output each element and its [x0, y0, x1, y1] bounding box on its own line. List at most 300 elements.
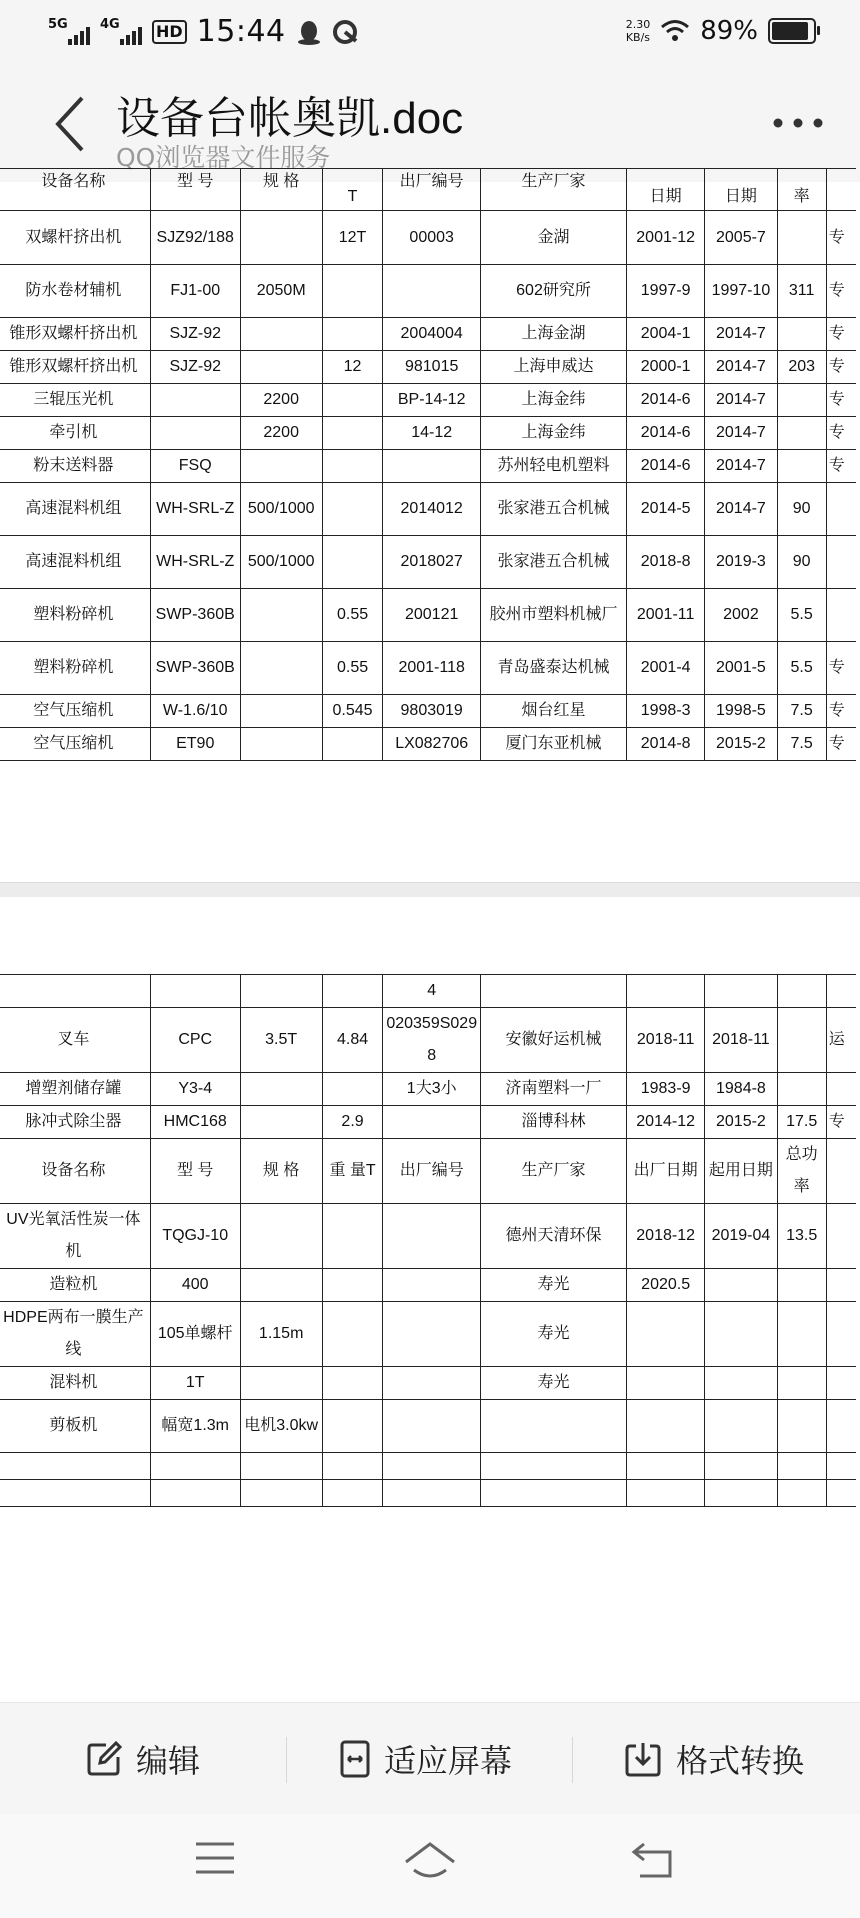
table-cell — [240, 211, 322, 265]
table-cell — [826, 1480, 856, 1507]
table-cell: 叉车 — [0, 1008, 150, 1073]
table-cell — [322, 384, 383, 417]
table-row — [0, 695, 856, 728]
table-cell: 德州天清环保 — [481, 1204, 627, 1269]
table-cell — [322, 1400, 383, 1453]
table-cell: SWP-360B — [150, 589, 240, 642]
table-cell: 12 — [322, 351, 383, 384]
battery-fill — [772, 22, 808, 40]
table-cell: 2014-7 — [705, 318, 777, 351]
table-cell: 粉末送料器 — [0, 450, 150, 483]
qq-penguin-icon — [296, 19, 322, 45]
table-cell — [826, 1400, 856, 1453]
table-cell: FSQ — [150, 450, 240, 483]
table-cell — [481, 1480, 627, 1507]
table-cell: 空气压缩机 — [0, 728, 150, 761]
table-cell: 出厂编号 — [383, 1139, 481, 1204]
table-cell — [383, 1204, 481, 1269]
table-cell — [322, 728, 383, 761]
equipment-table-page1 — [0, 168, 856, 761]
table-cell: 13.5 — [777, 1204, 826, 1269]
table-row — [0, 1106, 856, 1139]
table-cell: 2004004 — [383, 318, 481, 351]
table-cell — [150, 1453, 240, 1480]
table-header-cell: T — [322, 169, 383, 211]
table-cell: 2020.5 — [627, 1269, 705, 1302]
table-cell: 专 — [826, 351, 856, 384]
table-cell: 2001-5 — [705, 642, 777, 695]
table-cell: 造粒机 — [0, 1269, 150, 1302]
table-row — [0, 211, 856, 265]
return-icon[interactable] — [630, 1840, 676, 1880]
table-cell: ET90 — [150, 728, 240, 761]
table-cell — [322, 318, 383, 351]
table-cell: 1T — [150, 1367, 240, 1400]
table-row — [0, 589, 856, 642]
document-subtitle: QQ浏览器文件服务 — [116, 143, 331, 172]
table-cell — [777, 1480, 826, 1507]
table-cell: 200121 — [383, 589, 481, 642]
table-cell — [705, 1367, 777, 1400]
table-cell: 高速混料机组 — [0, 536, 150, 589]
table-cell: 1大3小 — [383, 1073, 481, 1106]
table-cell: 2018-12 — [627, 1204, 705, 1269]
table-cell — [240, 1269, 322, 1302]
table-cell: Y3-4 — [150, 1073, 240, 1106]
table-row — [0, 450, 856, 483]
table-cell — [777, 975, 826, 1008]
wifi-icon — [660, 19, 690, 43]
table-cell: 90 — [777, 483, 826, 536]
table-cell: 专 — [826, 642, 856, 695]
table-row — [0, 536, 856, 589]
table-cell: 寿光 — [481, 1367, 627, 1400]
table-cell: 1.15m — [240, 1302, 322, 1367]
toolbar-divider — [286, 1737, 287, 1783]
table-cell — [240, 1367, 322, 1400]
table-row — [0, 1302, 856, 1367]
table-cell: 2.9 — [322, 1106, 383, 1139]
table-header-cell: 日期 — [627, 169, 705, 211]
table-cell: 2001-4 — [627, 642, 705, 695]
table-cell: 胶州市塑料机械厂 — [480, 589, 626, 642]
hd-voice-badge: HD — [152, 20, 187, 44]
table-cell: 2014-7 — [705, 384, 777, 417]
table-header-cell: 设备名称 — [0, 169, 150, 211]
table-cell: 5.5 — [777, 589, 826, 642]
table-cell: 0.55 — [322, 642, 383, 695]
table-cell — [150, 384, 240, 417]
table-cell — [240, 1073, 322, 1106]
table-cell — [322, 265, 383, 318]
table-row — [0, 384, 856, 417]
table-cell: 5.5 — [777, 642, 826, 695]
table-cell: 4.84 — [322, 1008, 383, 1073]
table-cell: CPC — [150, 1008, 240, 1073]
table-cell — [240, 975, 322, 1008]
table-cell: 1997-9 — [627, 265, 705, 318]
document-title: 设备台帐奥凯.doc — [116, 94, 464, 143]
table-cell — [627, 1400, 705, 1453]
table-row — [0, 728, 856, 761]
table-cell: 剪板机 — [0, 1400, 150, 1453]
table-header-cell: 日期 — [705, 169, 777, 211]
table-cell: 7.5 — [777, 728, 826, 761]
battery-icon — [768, 18, 816, 44]
table-cell: 空气压缩机 — [0, 695, 150, 728]
table-cell — [322, 1367, 383, 1400]
table-cell: 运 — [826, 1008, 856, 1073]
table-cell — [826, 1204, 856, 1269]
signal-5g-icon: 5G — [48, 19, 90, 45]
clock: 15:44 — [196, 14, 286, 49]
table-cell: HDPE两布一膜生产线 — [0, 1302, 150, 1367]
table-cell: 1997-10 — [705, 265, 777, 318]
table-header-cell: 规 格 — [240, 169, 322, 211]
table-cell: 1998-5 — [705, 695, 777, 728]
table-cell: 12T — [322, 211, 383, 265]
table-cell — [826, 975, 856, 1008]
table-cell: 厦门东亚机械 — [480, 728, 626, 761]
table-cell — [777, 211, 826, 265]
table-cell: 2002 — [705, 589, 777, 642]
home-icon[interactable] — [402, 1840, 458, 1882]
table-cell — [322, 1453, 383, 1480]
table-cell — [383, 265, 481, 318]
table-cell: 牵引机 — [0, 417, 150, 450]
table-row — [0, 1139, 856, 1204]
table-cell — [240, 318, 322, 351]
table-cell — [705, 1480, 777, 1507]
table-cell: 2018027 — [383, 536, 481, 589]
table-cell — [826, 483, 856, 536]
table-cell: 2050M — [240, 265, 322, 318]
table-cell: 烟台红星 — [480, 695, 626, 728]
table-cell: 设备名称 — [0, 1139, 150, 1204]
table-cell: BP-14-12 — [383, 384, 481, 417]
edit-button[interactable] — [86, 1703, 200, 1815]
more-dots-icon[interactable] — [772, 116, 824, 130]
table-cell: 500/1000 — [240, 483, 322, 536]
table-cell: SJZ-92 — [150, 351, 240, 384]
table-cell: 14-12 — [383, 417, 481, 450]
table-cell: 2005-7 — [705, 211, 777, 265]
table-cell — [777, 1453, 826, 1480]
table-row — [0, 1367, 856, 1400]
table-cell: 三辊压光机 — [0, 384, 150, 417]
bottom-toolbar — [0, 1702, 860, 1815]
status-bar — [0, 0, 860, 66]
table-cell — [777, 1269, 826, 1302]
table-cell — [0, 975, 150, 1008]
table-row — [0, 1073, 856, 1106]
table-cell: 602研究所 — [480, 265, 626, 318]
table-cell — [383, 1106, 481, 1139]
table-cell — [322, 1302, 383, 1367]
table-cell — [240, 1204, 322, 1269]
table-row — [0, 1480, 856, 1507]
table-cell — [481, 975, 627, 1008]
table-cell — [383, 1453, 481, 1480]
table-cell: 上海金纬 — [480, 417, 626, 450]
table-cell — [777, 1400, 826, 1453]
table-cell — [150, 975, 240, 1008]
table-cell: UV光氧活性炭一体机 — [0, 1204, 150, 1269]
table-cell: 寿光 — [481, 1302, 627, 1367]
table-cell: 型 号 — [150, 1139, 240, 1204]
table-cell: 寿光 — [481, 1269, 627, 1302]
table-cell: 安徽好运机械 — [481, 1008, 627, 1073]
table-cell — [0, 1480, 150, 1507]
table-cell: 2019-04 — [705, 1204, 777, 1269]
table-cell — [150, 417, 240, 450]
table-cell: 2001-11 — [627, 589, 705, 642]
table-cell: LX082706 — [383, 728, 481, 761]
table-cell — [627, 1480, 705, 1507]
table-cell — [826, 1269, 856, 1302]
table-cell: 203 — [777, 351, 826, 384]
document-view[interactable] — [0, 173, 860, 1702]
table-cell: 2014-7 — [705, 417, 777, 450]
table-cell: 2014-6 — [627, 417, 705, 450]
table-cell: TQGJ-10 — [150, 1204, 240, 1269]
table-cell — [826, 1073, 856, 1106]
table-cell: 2014-12 — [627, 1106, 705, 1139]
table-cell: 规 格 — [240, 1139, 322, 1204]
table-cell — [240, 1480, 322, 1507]
network-speed: 2.30 KB/s — [625, 18, 651, 44]
table-cell — [826, 536, 856, 589]
table-cell: 塑料粉碎机 — [0, 642, 150, 695]
table-header-cell: 生产厂家 — [480, 169, 626, 211]
table-cell — [826, 1139, 856, 1204]
table-cell: 专 — [826, 417, 856, 450]
table-cell: 电机3.0kw — [240, 1400, 322, 1453]
table-cell — [627, 1367, 705, 1400]
table-cell — [240, 1453, 322, 1480]
table-cell: W-1.6/10 — [150, 695, 240, 728]
table-cell: 2014-7 — [705, 450, 777, 483]
table-cell: 2019-3 — [705, 536, 777, 589]
table-cell: 防水卷材辅机 — [0, 265, 150, 318]
table-cell: SJZ-92 — [150, 318, 240, 351]
table-cell: 专 — [826, 211, 856, 265]
table-cell — [826, 1367, 856, 1400]
table-cell: 7.5 — [777, 695, 826, 728]
table-cell — [777, 1302, 826, 1367]
table-row — [0, 1453, 856, 1480]
table-cell: 专 — [826, 695, 856, 728]
table-header-cell: 型 号 — [150, 169, 240, 211]
table-cell — [777, 1008, 826, 1073]
format-convert-button[interactable] — [624, 1703, 804, 1815]
title-bar — [0, 66, 860, 182]
table-cell — [322, 1204, 383, 1269]
table-cell: 17.5 — [777, 1106, 826, 1139]
status-left — [48, 14, 358, 49]
table-cell — [240, 351, 322, 384]
table-cell: HMC168 — [150, 1106, 240, 1139]
table-cell: 105单螺杆 — [150, 1302, 240, 1367]
table-cell — [240, 728, 322, 761]
table-cell — [240, 695, 322, 728]
table-cell: 3.5T — [240, 1008, 322, 1073]
table-cell — [481, 1453, 627, 1480]
table-cell: 0.545 — [322, 695, 383, 728]
fit-screen-icon — [340, 1740, 370, 1778]
table-cell: 2014-6 — [627, 450, 705, 483]
table-cell — [383, 1480, 481, 1507]
equipment-table-page2 — [0, 974, 856, 1507]
table-cell: 脉冲式除尘器 — [0, 1106, 150, 1139]
table-cell: SWP-360B — [150, 642, 240, 695]
table-cell — [322, 1480, 383, 1507]
table-cell: 1984-8 — [705, 1073, 777, 1106]
table-cell: 2018-11 — [705, 1008, 777, 1073]
table-cell — [240, 1106, 322, 1139]
table-cell: 混料机 — [0, 1367, 150, 1400]
table-cell — [322, 536, 383, 589]
table-cell: 2014012 — [383, 483, 481, 536]
table-cell: 重 量T — [322, 1139, 383, 1204]
table-cell: 上海金纬 — [480, 384, 626, 417]
table-cell: 锥形双螺杆挤出机 — [0, 351, 150, 384]
table-cell: 上海申威达 — [480, 351, 626, 384]
table-cell: 专 — [826, 384, 856, 417]
table-cell: 专 — [826, 728, 856, 761]
system-nav-bar — [0, 1814, 860, 1918]
table-cell: 幅宽1.3m — [150, 1400, 240, 1453]
table-cell — [826, 1302, 856, 1367]
table-cell: 专 — [826, 265, 856, 318]
table-cell: 济南塑料一厂 — [481, 1073, 627, 1106]
table-row — [0, 483, 856, 536]
table-cell — [627, 1302, 705, 1367]
table-cell — [826, 1453, 856, 1480]
table-cell: 2200 — [240, 384, 322, 417]
table-cell — [481, 1400, 627, 1453]
table-cell — [150, 1480, 240, 1507]
qq-browser-icon — [332, 19, 358, 45]
table-cell — [383, 1269, 481, 1302]
table-cell: 2004-1 — [627, 318, 705, 351]
table-cell — [777, 450, 826, 483]
table-cell — [0, 1453, 150, 1480]
table-cell: 4 — [383, 975, 481, 1008]
table-cell — [705, 975, 777, 1008]
table-row — [0, 1204, 856, 1269]
menu-icon[interactable] — [194, 1840, 236, 1876]
table-cell: 出厂日期 — [627, 1139, 705, 1204]
table-cell: 塑料粉碎机 — [0, 589, 150, 642]
table-cell — [240, 450, 322, 483]
table-cell: 2001-12 — [627, 211, 705, 265]
signal-4g-icon: 4G — [100, 19, 142, 45]
format-convert-label: 格式转换 — [676, 1742, 805, 1780]
table-cell: 生产厂家 — [481, 1139, 627, 1204]
table-cell: 2200 — [240, 417, 322, 450]
table-row — [0, 975, 856, 1008]
table-cell: 上海金湖 — [480, 318, 626, 351]
table-row — [0, 1269, 856, 1302]
table-row — [0, 1400, 856, 1453]
back-chevron-icon[interactable] — [50, 94, 90, 154]
table-cell — [240, 589, 322, 642]
toolbar-divider — [572, 1737, 573, 1783]
table-cell: 张家港五合机械 — [480, 483, 626, 536]
table-cell: 专 — [826, 1106, 856, 1139]
table-cell: 总功率 — [777, 1139, 826, 1204]
table-cell — [777, 384, 826, 417]
table-cell: SJZ92/188 — [150, 211, 240, 265]
table-cell — [322, 1269, 383, 1302]
table-cell: 981015 — [383, 351, 481, 384]
table-cell: 500/1000 — [240, 536, 322, 589]
table-cell: 2014-8 — [627, 728, 705, 761]
table-header-cell: 出厂编号 — [383, 169, 481, 211]
table-cell: 400 — [150, 1269, 240, 1302]
table-row — [0, 351, 856, 384]
table-cell: 2000-1 — [627, 351, 705, 384]
table-cell — [705, 1269, 777, 1302]
battery-percent: 89% — [700, 16, 758, 46]
table-cell — [322, 1073, 383, 1106]
table-cell — [627, 975, 705, 1008]
table-cell: 0.55 — [322, 589, 383, 642]
table-cell: FJ1-00 — [150, 265, 240, 318]
table-row — [0, 642, 856, 695]
table-cell: 高速混料机组 — [0, 483, 150, 536]
table-cell: 起用日期 — [705, 1139, 777, 1204]
table-cell: 90 — [777, 536, 826, 589]
table-cell: 专 — [826, 450, 856, 483]
table-cell — [826, 589, 856, 642]
table-header-cell: 率 — [777, 169, 826, 211]
table-row — [0, 318, 856, 351]
table-header-cell — [826, 169, 856, 211]
table-cell: 淄博科林 — [481, 1106, 627, 1139]
fit-screen-label: 适应屏幕 — [384, 1742, 513, 1780]
table-cell: WH-SRL-Z — [150, 483, 240, 536]
table-cell — [240, 642, 322, 695]
table-cell: 2014-6 — [627, 384, 705, 417]
table-cell — [383, 1367, 481, 1400]
table-cell — [705, 1453, 777, 1480]
table-cell — [322, 417, 383, 450]
table-cell: 2015-2 — [705, 728, 777, 761]
download-convert-icon — [624, 1740, 662, 1778]
table-cell: 2018-11 — [627, 1008, 705, 1073]
table-row — [0, 1008, 856, 1073]
table-cell: 2014-5 — [627, 483, 705, 536]
table-cell: WH-SRL-Z — [150, 536, 240, 589]
table-cell: 苏州轻电机塑料 — [480, 450, 626, 483]
table-cell: 双螺杆挤出机 — [0, 211, 150, 265]
table-cell — [383, 1302, 481, 1367]
table-cell — [777, 318, 826, 351]
table-cell — [777, 417, 826, 450]
table-row — [0, 417, 856, 450]
table-cell: 2015-2 — [705, 1106, 777, 1139]
table-cell — [705, 1302, 777, 1367]
table-cell: 专 — [826, 318, 856, 351]
table-cell: 青岛盛泰达机械 — [480, 642, 626, 695]
fit-screen-button[interactable] — [340, 1703, 512, 1815]
table-cell: 张家港五合机械 — [480, 536, 626, 589]
page-break — [0, 883, 860, 897]
table-row — [0, 265, 856, 318]
table-cell: 2018-8 — [627, 536, 705, 589]
